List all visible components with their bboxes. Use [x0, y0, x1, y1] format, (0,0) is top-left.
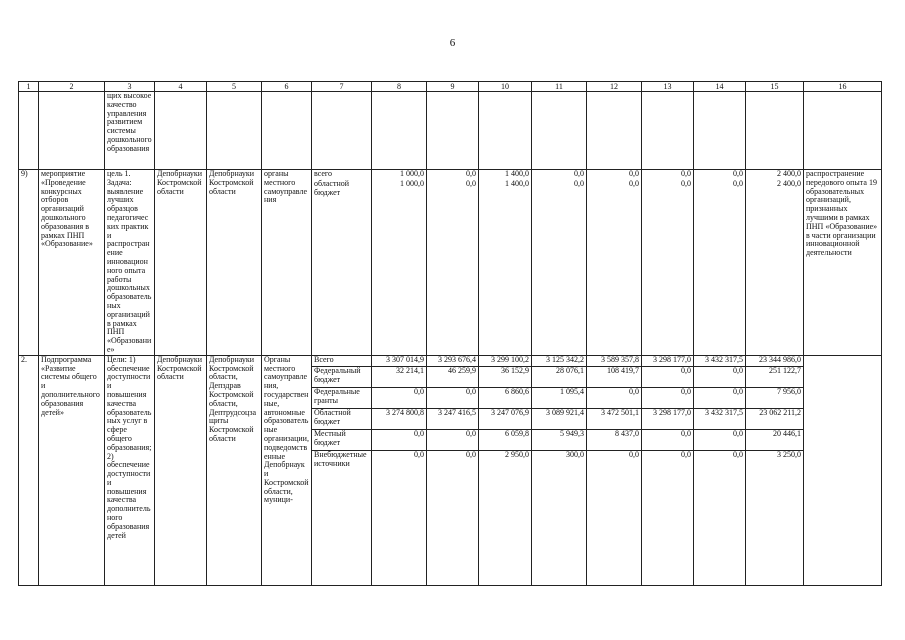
- column-header: 2: [39, 82, 105, 92]
- funding-source-cell: [312, 170, 372, 356]
- amount-value: 3 274 800,8: [372, 408, 426, 429]
- cell: [532, 92, 587, 170]
- cell: [207, 92, 262, 170]
- cell: [262, 92, 312, 170]
- funding-source-label: Внебюджетные источники: [312, 450, 371, 471]
- table-row-subprogram-2: [19, 355, 882, 585]
- amount-value: 0,0: [587, 450, 641, 471]
- cell-c1: 2.: [19, 355, 39, 585]
- amount-value: 3 472 501,1: [587, 408, 641, 429]
- funding-source-label: Федеральный бюджет: [312, 366, 371, 387]
- cell-c5: Депобрнауки Костромской области: [207, 170, 262, 356]
- amount-cell: [587, 170, 642, 356]
- cell-c5: Депобрнауки Костромской области, Депздрав Костромской области, Дептрудсоцзащиты Костромской области: [207, 355, 262, 585]
- amount-value: 0,0: [372, 387, 426, 408]
- table-row-continuation: [19, 92, 882, 170]
- amount-value: 0,0: [587, 387, 641, 408]
- amount-cell: [746, 170, 804, 356]
- amount-value: 0,0: [694, 450, 745, 471]
- cell: [587, 92, 642, 170]
- amount-value: 0,0: [733, 179, 743, 188]
- header-row: [19, 82, 882, 92]
- cell-c4: Депобрнауки Костромской области: [155, 170, 207, 356]
- amount-cell: [694, 170, 746, 356]
- column-header: 5: [207, 82, 262, 92]
- cell: [19, 92, 39, 170]
- amount-value: 0,0: [574, 169, 584, 178]
- amount-value: 3 299 100,2: [491, 355, 529, 364]
- cell-c3: Цели: 1) обеспечение доступности и повышения качества образовательных услуг в сфере общего образования; 2) обеспечение доступности и повышения качества дополнительного образования детей: [105, 355, 155, 585]
- cell: [155, 92, 207, 170]
- amount-value: 3 432 317,5: [694, 408, 745, 429]
- amount-cell: [479, 170, 532, 356]
- amount-cell: [427, 170, 479, 356]
- amount-value: 3 089 921,4: [532, 408, 586, 429]
- column-header: 12: [587, 82, 642, 92]
- amount-value: 0,0: [427, 387, 478, 408]
- amount-value: 1 400,0: [505, 179, 529, 188]
- amount-value: 0,0: [466, 169, 476, 178]
- amount-value: 6 860,6: [479, 387, 531, 408]
- amount-value: 3 293 676,4: [438, 355, 476, 364]
- budget-table: [18, 81, 882, 586]
- amount-value: 108 419,7: [587, 366, 641, 387]
- funding-source-label: областной бюджет: [314, 179, 350, 197]
- amount-value: 0,0: [466, 179, 476, 188]
- amount-value: 0,0: [372, 450, 426, 471]
- cell: [804, 92, 882, 170]
- amount-cell: [642, 355, 694, 585]
- amount-value: 1 095,4: [532, 387, 586, 408]
- amount-value: 3 125 342,2: [546, 355, 584, 364]
- amount-value: 1 000,0: [400, 169, 424, 178]
- amount-cell: [642, 170, 694, 356]
- amount-value: 3 589 357,8: [601, 355, 639, 364]
- cell-c2: Подпрограмма «Развитие системы общего и дополнительного образования детей»: [39, 355, 105, 585]
- amount-value: 1 400,0: [505, 169, 529, 178]
- amount-value: 0,0: [694, 387, 745, 408]
- amount-cell: [746, 355, 804, 585]
- amount-value: 3 432 317,5: [705, 355, 743, 364]
- amount-value: 0,0: [642, 429, 693, 450]
- amount-value: 0,0: [427, 429, 478, 450]
- funding-source-label: Местный бюджет: [312, 429, 371, 450]
- amount-value: 251 122,7: [746, 366, 803, 387]
- cell-result: [804, 355, 882, 585]
- amount-cell: [587, 355, 642, 585]
- amount-value: 32 214,1: [372, 366, 426, 387]
- funding-source-cell: [312, 355, 372, 585]
- amount-value: 0,0: [629, 179, 639, 188]
- column-header: 9: [427, 82, 479, 92]
- amount-value: 36 152,9: [479, 366, 531, 387]
- table-row-measure-9: [19, 170, 882, 356]
- cell-c6: Органы местного самоуправления, государственные, автономные образовательные организации, подведомственные Депобрнауки Костромской области, муници-: [262, 355, 312, 585]
- cell: [746, 92, 804, 170]
- amount-value: 0,0: [681, 169, 691, 178]
- amount-value: 0,0: [642, 366, 693, 387]
- amount-cell: [372, 355, 427, 585]
- cell: [312, 92, 372, 170]
- column-header: 7: [312, 82, 372, 92]
- funding-source-label: Федеральные гранты: [312, 387, 371, 408]
- amount-value: 1 000,0: [400, 179, 424, 188]
- amount-value: 3 298 177,0: [642, 408, 693, 429]
- cell: [372, 92, 427, 170]
- amount-value: 3 298 177,0: [653, 355, 691, 364]
- amount-value: 3 247 076,9: [479, 408, 531, 429]
- amount-value: 0,0: [681, 179, 691, 188]
- page-number: 6: [449, 37, 456, 49]
- cell: [642, 92, 694, 170]
- amount-cell: [479, 355, 532, 585]
- amount-cell: [372, 170, 427, 356]
- amount-value: 0,0: [574, 179, 584, 188]
- cell-result: распространение передового опыта 19 образовательных организаций, признанных лучшими в рамках ПНП «Образование» в части организации инновационной деятельности: [804, 170, 882, 356]
- column-header: 4: [155, 82, 207, 92]
- amount-cell: [427, 355, 479, 585]
- amount-cell: [532, 170, 587, 356]
- amount-cell: [694, 355, 746, 585]
- funding-source-label: Областной бюджет: [312, 408, 371, 429]
- amount-value: 3 250,0: [746, 450, 803, 471]
- amount-value: 3 247 416,5: [427, 408, 478, 429]
- cell-c3: цель 1. Задача: выявление лучших образцов педагогических практик и распространение инновационного опыта работы дошкольных образовательных организаций в рамках ПНП «Образование»: [105, 170, 155, 356]
- cell: [694, 92, 746, 170]
- column-header: 11: [532, 82, 587, 92]
- amount-value: 3 307 014,9: [386, 355, 424, 364]
- cell: [479, 92, 532, 170]
- amount-value: 23 344 986,0: [759, 355, 801, 364]
- amount-value: 8 437,0: [587, 429, 641, 450]
- column-header: 8: [372, 82, 427, 92]
- cell-c6: органы местного самоуправления: [262, 170, 312, 356]
- funding-source-label: Всего: [314, 355, 334, 364]
- column-header: 6: [262, 82, 312, 92]
- amount-value: 0,0: [642, 387, 693, 408]
- amount-value: 0,0: [372, 429, 426, 450]
- amount-value: 0,0: [629, 169, 639, 178]
- amount-value: 6 059,8: [479, 429, 531, 450]
- column-header: 1: [19, 82, 39, 92]
- cell-goal: щих высокое качество управления развитием системы дошкольного образования: [105, 92, 155, 170]
- column-header: 16: [804, 82, 882, 92]
- amount-value: 2 400,0: [777, 169, 801, 178]
- amount-value: 20 446,1: [746, 429, 803, 450]
- amount-value: 2 400,0: [777, 179, 801, 188]
- amount-value: 0,0: [427, 450, 478, 471]
- column-header: 13: [642, 82, 694, 92]
- amount-cell: [532, 355, 587, 585]
- column-header: 14: [694, 82, 746, 92]
- amount-value: 23 062 211,2: [746, 408, 803, 429]
- amount-value: 46 259,9: [427, 366, 478, 387]
- amount-value: 300,0: [532, 450, 586, 471]
- column-header: 15: [746, 82, 804, 92]
- cell-c1: 9): [19, 170, 39, 356]
- cell-c4: Депобрнауки Костромской области: [155, 355, 207, 585]
- cell: [39, 92, 105, 170]
- amount-value: 0,0: [694, 366, 745, 387]
- column-header: 10: [479, 82, 532, 92]
- amount-value: 0,0: [733, 169, 743, 178]
- amount-value: 7 956,0: [746, 387, 803, 408]
- amount-value: 5 949,3: [532, 429, 586, 450]
- amount-value: 0,0: [642, 450, 693, 471]
- amount-value: 28 076,1: [532, 366, 586, 387]
- funding-source-label: всего: [314, 169, 333, 178]
- cell-c2: мероприятие «Проведение конкурсных отборов организаций дошкольного образования в рамках ПНП «Образование»: [39, 170, 105, 356]
- amount-value: 2 950,0: [479, 450, 531, 471]
- column-header: 3: [105, 82, 155, 92]
- cell: [427, 92, 479, 170]
- amount-value: 0,0: [694, 429, 745, 450]
